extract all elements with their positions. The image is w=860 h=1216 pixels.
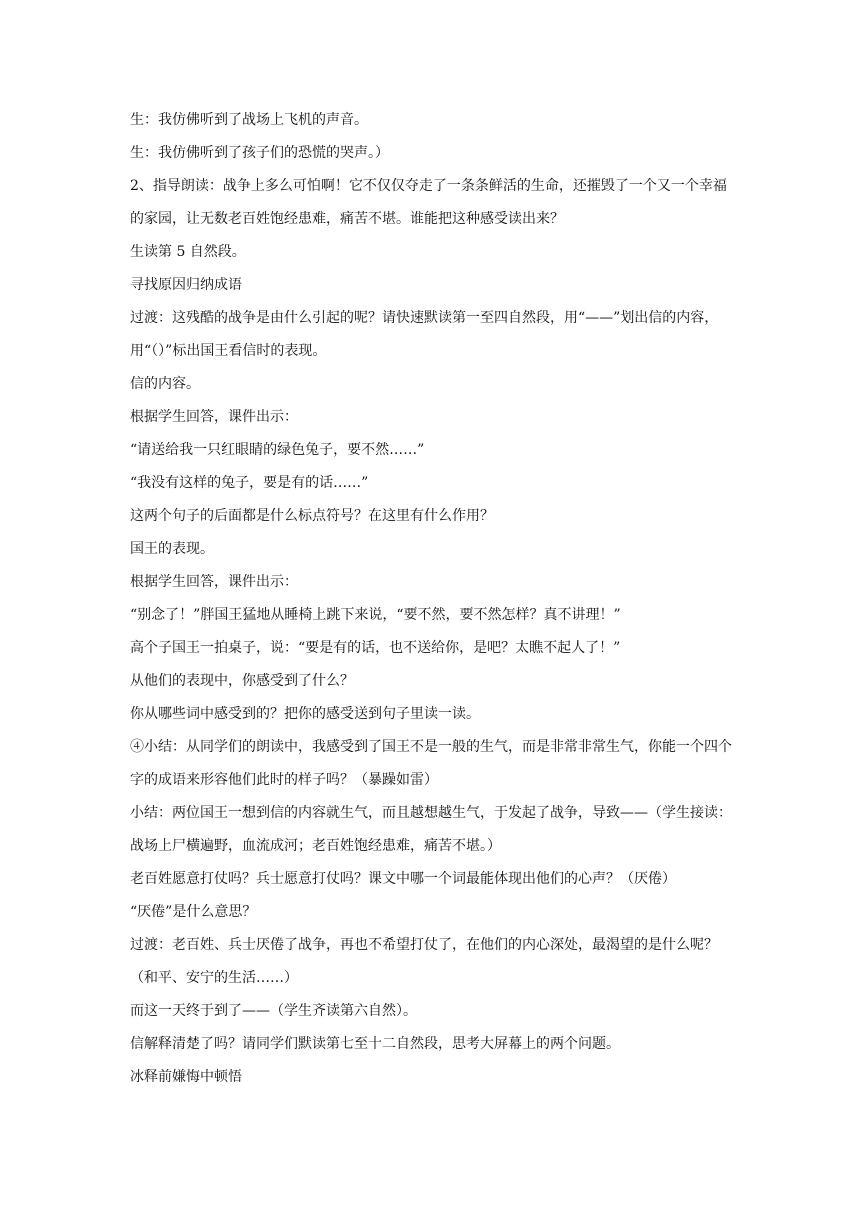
quote-paragraph: “别念了！”胖国王猛地从睡椅上跳下来说，“要不然，要不然怎样？真不讲理！” bbox=[130, 607, 621, 623]
paragraph: 生读第 5 自然段。 bbox=[130, 244, 246, 260]
paragraph: 小结：两位国王一想到信的内容就生气，而且越想越生气，于发起了战争，导致——（学生接读：战场上尸横遍野，血流成河；老百姓饱经患难，痛苦不堪。） bbox=[130, 805, 732, 854]
paragraph: 过渡：这残酷的战争是由什么引起的呢？请快速默读第一至四自然段，用“——”划出信的内容，用“（）”标出国王看信时的表现。 bbox=[130, 310, 719, 359]
quote-paragraph: “请送给我一只红眼睛的绿色兔子，要不然……” bbox=[130, 442, 425, 458]
paragraph: 根据学生回答，课件出示： bbox=[130, 409, 298, 425]
paragraph: 2、指导朗读：战争上多么可怕啊！它不仅仅夺走了一条条鲜活的生命，还摧毁了一个又一个幸福的家园，让无数老百姓饱经患难，痛苦不堪。谁能把这种感受读出来？ bbox=[130, 178, 727, 227]
quote-paragraph: 高个子国王一拍桌子，说：“要是有的话，也不送给你，是吧？太瞧不起人了！” bbox=[130, 640, 621, 656]
section-heading: 冰释前嫌悔中顿悟 bbox=[130, 1069, 242, 1085]
paragraph: 信的内容。 bbox=[130, 376, 200, 392]
document-body bbox=[130, 104, 738, 1094]
paragraph: 生：我仿佛听到了孩子们的恐慌的哭声。） bbox=[130, 145, 389, 161]
paragraph: 而这一天终于到了——（学生齐读第六自然）。 bbox=[130, 1003, 417, 1019]
paragraph: 信解释清楚了吗？请同学们默读第七至十二自然段，思考大屏幕上的两个问题。 bbox=[130, 1036, 620, 1052]
paragraph: 从他们的表现中，你感受到了什么？ bbox=[130, 673, 354, 689]
paragraph: 你从哪些词中感受到的？把你的感受送到句子里读一读。 bbox=[130, 706, 480, 722]
section-heading: 寻找原因归纳成语 bbox=[130, 277, 242, 293]
paragraph: 生：我仿佛听到了战场上飞机的声音。 bbox=[130, 112, 368, 128]
paragraph: “厌倦”是什么意思？ bbox=[130, 904, 257, 920]
quote-paragraph: “我没有这样的兔子，要是有的话……” bbox=[130, 475, 369, 491]
paragraph: 国王的表现。 bbox=[130, 541, 214, 557]
paragraph: 根据学生回答，课件出示： bbox=[130, 574, 298, 590]
paragraph: 老百姓愿意打仗吗？兵士愿意打仗吗？课文中哪一个词最能体现出他们的心声？（厌倦） bbox=[130, 871, 676, 887]
paragraph: 这两个句子的后面都是什么标点符号？在这里有什么作用？ bbox=[130, 508, 494, 524]
paragraph: 过渡：老百姓、兵士厌倦了战争，再也不希望打仗了，在他们的内心深处，最渴望的是什么呢？（和平、安宁的生活……） bbox=[130, 937, 718, 986]
paragraph: ④小结：从同学们的朗读中，我感受到了国王不是一般的生气，而是非常非常生气，你能一个四个字的成语来形容他们此时的样子吗？（暴躁如雷） bbox=[130, 739, 732, 788]
